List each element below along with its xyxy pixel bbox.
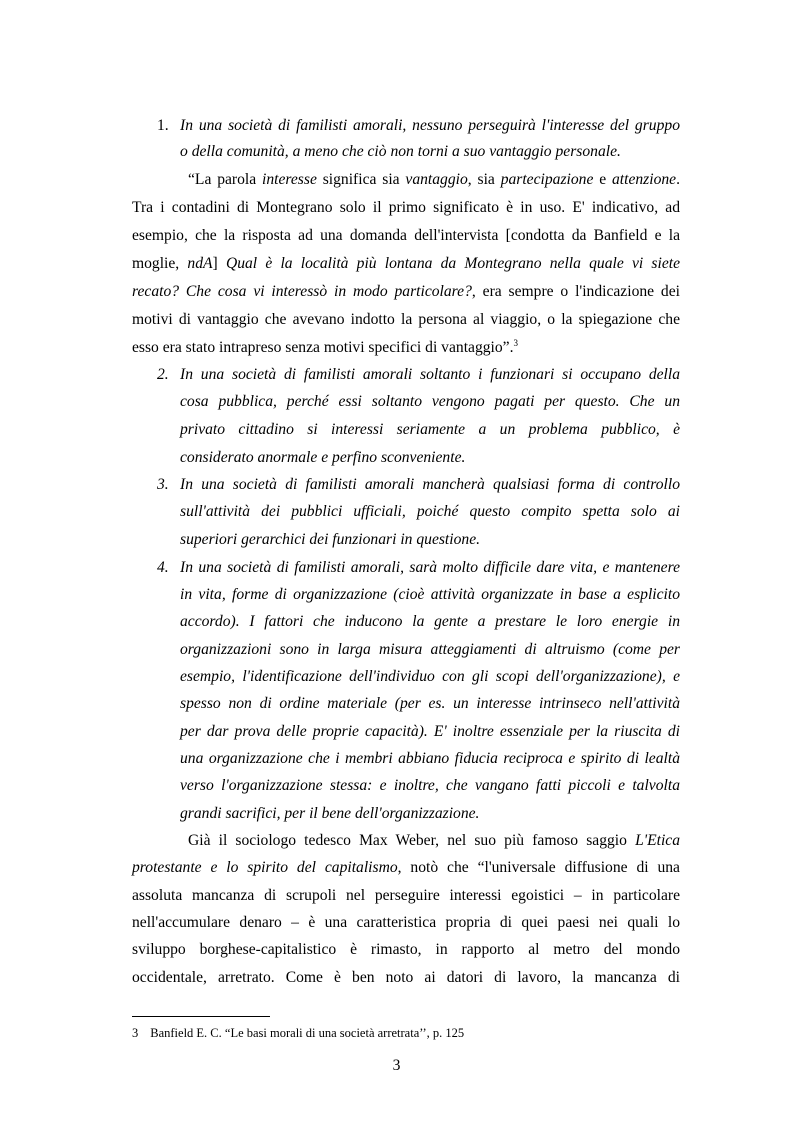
- paragraph-1-line-3: esempio, che la risposta ad una domanda dell'intervista [condotta da Banfield e la: [132, 227, 680, 244]
- list-item-4-line-10: grandi sacrifici, per il bene dell'organizzazione.: [180, 805, 480, 822]
- page-number: 3: [392, 1057, 401, 1074]
- footnote-reference[interactable]: 3: [513, 337, 518, 348]
- list-item-4-line-6: spesso non di ordine materiale (per es. un interesse intrinseco nell'attività: [180, 695, 680, 712]
- list-item-4-line-9: verso l'organizzazione stessa: e inoltre, che vangano fatti piccoli e talvolta: [180, 777, 680, 794]
- list-item-4-line-7: per dar prova delle proprie capacità). E' inoltre essenziale per la riuscita di: [180, 723, 680, 740]
- paragraph-2-line-5: sviluppo borghese-capitalistico è rimasto, in rapporto al metro del mondo: [132, 941, 680, 958]
- paragraph-2-line-2: protestante e lo spirito del capitalismo, notò che “l'universale diffusione di una: [132, 859, 680, 876]
- list-item-4-line-4: organizzazioni sono in larga misura atteggiamenti di altruismo (come per: [180, 641, 680, 658]
- list-number-3: 3.: [157, 476, 169, 493]
- paragraph-1-line-1: “La parola interesse significa sia vantaggio, sia partecipazione e attenzione.: [188, 171, 680, 188]
- list-item-1-line-1: In una società di familisti amorali, nessuno perseguirà l'interesse del gruppo: [180, 117, 680, 134]
- footnote-text: Banfield E. C. “Le basi morali di una società arretrata’’, p. 125: [150, 1026, 465, 1040]
- paragraph-2-line-1: Già il sociologo tedesco Max Weber, nel suo più famoso saggio L'Etica: [188, 832, 680, 849]
- list-item-3-line-3: superiori gerarchici dei funzionari in questione.: [180, 531, 481, 548]
- list-item-4-line-1: In una società di familisti amorali, sarà molto difficile dare vita, e mantenere: [180, 559, 680, 576]
- list-item-2-line-4: considerato anormale e perfino sconveniente.: [180, 449, 466, 466]
- list-number-4: 4.: [157, 559, 169, 576]
- paragraph-2-line-6: occidentale, arretrato. Come è ben noto ai datori di lavoro, la mancanza di: [132, 969, 680, 986]
- list-item-3-line-2: sull'attività dei pubblici ufficiali, poiché questo compito spetta solo ai: [180, 503, 680, 520]
- footnote-number: 3: [132, 1026, 139, 1040]
- list-number-1: 1.: [157, 117, 169, 134]
- list-item-3-line-1: In una società di familisti amorali mancherà qualsiasi forma di controllo: [180, 476, 680, 493]
- list-item-4-line-5: esempio, l'identificazione dell'individuo con gli scopi dell'organizzazione), e: [180, 668, 680, 685]
- paragraph-1-line-7: esso era stato intrapreso senza motivi specifici di vantaggio”.$^3$: [132, 337, 518, 356]
- list-item-2-line-3: privato cittadino si interessi seriamente a un problema pubblico, è: [180, 421, 680, 438]
- paragraph-1-line-2: Tra i contadini di Montegrano solo il primo significato è in uso. E' indicativo, ad: [132, 199, 680, 216]
- list-item-2-line-2: cosa pubblica, perché essi soltanto vengono pagati per questo. Che un: [180, 393, 680, 410]
- list-item-4-line-8: una organizzazione che i membri abbiano fiducia reciproca e spirito di lealtà: [180, 750, 680, 767]
- list-number-2: 2.: [157, 366, 169, 383]
- paragraph-1-line-6: motivi di vantaggio che avevano indotto la persona al viaggio, o la spiegazione che: [132, 311, 680, 328]
- paragraph-2-line-4: nell'accumulare denaro – è una caratteristica propria di quei paesi nei quali lo: [132, 914, 680, 931]
- footnote-separator: [132, 1016, 270, 1017]
- paragraph-2-line-3: assoluta mancanza di scrupoli nel perseguire interessi egoistici – in particolare: [132, 887, 680, 904]
- list-item-1-line-2: o della comunità, a meno che ciò non torni a suo vantaggio personale.: [180, 143, 621, 160]
- footnote: [132, 1025, 464, 1041]
- list-item-4-line-3: accordo). I fattori che inducono la gente a prestare le loro energie in: [180, 613, 680, 630]
- list-item-4-line-2: in vita, forme di organizzazione (cioè attività organizzate in base a esplicito: [180, 586, 680, 603]
- paragraph-1-line-4: moglie, ndA] Qual è la località più lontana da Montegrano nella quale vi siete: [132, 255, 681, 272]
- paragraph-1-line-5: recato? Che cosa vi interessò in modo particolare?, era sempre o l'indicazione dei: [132, 283, 680, 300]
- list-item-2-line-1: In una società di familisti amorali soltanto i funzionari si occupano della: [180, 366, 680, 383]
